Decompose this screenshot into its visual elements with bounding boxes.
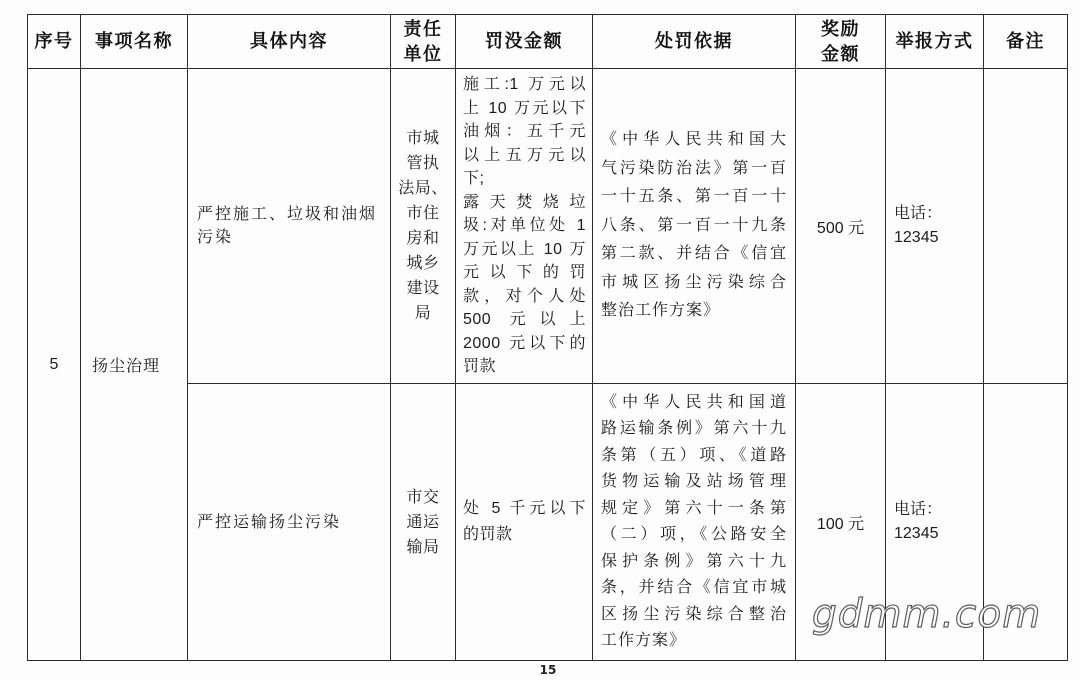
unit-cell [391, 384, 456, 661]
report-label: 电话： [894, 501, 943, 518]
penalty-line: 罚款 [463, 358, 497, 376]
basis-line: 货物运输及站场管理 [601, 473, 787, 490]
reward-cell [796, 69, 886, 384]
header-reward-line: 奖励 [821, 18, 860, 39]
basis-line: 规定》第六十一条第 [601, 499, 787, 517]
unit-line: 房和 [406, 230, 440, 247]
penalty-cell [456, 384, 593, 661]
basis-line: 路运输条例》第六十九 [601, 420, 787, 437]
penalty-line: 上 10 万元以下 [463, 99, 586, 117]
basis-line: 一十五条、第一百一十 [601, 188, 787, 206]
unit-line: 市城 [406, 130, 440, 147]
basis-line: 市城区扬尘污染综合 [601, 273, 787, 291]
penalty-line: 的罚款 [463, 526, 513, 543]
item-name-cell [81, 69, 188, 661]
penalty-line: 露天焚烧垃 [463, 193, 586, 211]
unit-line: 建设 [406, 280, 440, 297]
reward-amount: 500 元 [816, 219, 865, 237]
content-cell [188, 384, 391, 661]
content-line: 严控运输扬尘污染 [197, 513, 342, 531]
item-name: 扬尘治理 [92, 358, 161, 375]
header-content [188, 15, 391, 69]
unit-cell [391, 69, 456, 384]
header-remark-label: 备注 [1006, 31, 1045, 51]
seq-number: 5 [49, 355, 59, 373]
basis-line: 区扬尘污染综合整治 [601, 605, 787, 623]
watermark: gdmm.com [812, 592, 1042, 637]
penalty-line: 万元以上 10 万 [463, 240, 586, 258]
header-content-label: 具体内容 [250, 31, 328, 51]
penalty-line: 圾:对单位处 1 [463, 217, 586, 235]
basis-line: 条，并结合《信宜市城 [601, 579, 787, 596]
header-remark [984, 15, 1068, 69]
report-label: 电话： [894, 205, 943, 222]
basis-line: 工作方案》 [601, 632, 687, 649]
penalty-line: 下; [463, 170, 485, 188]
basis-line: 《中华人民共和国大 [601, 131, 787, 149]
basis-line: 整治工作方案》 [601, 302, 721, 320]
report-phone: 12345 [894, 525, 939, 542]
penalty-line: 油烟：五千元 [463, 123, 586, 141]
basis-line: （二）项，《公路安全 [601, 526, 787, 543]
unit-line: 市住 [406, 205, 440, 222]
table-row [28, 69, 1068, 384]
header-seq-label: 序号 [34, 31, 74, 51]
header-row [28, 15, 1068, 69]
legal-basis-cell [593, 384, 796, 661]
header-reward [796, 15, 886, 69]
penalty-line: 500 元以上 [463, 311, 586, 329]
unit-line: 市交 [406, 488, 440, 506]
penalty-line: 款，对个人处 [463, 287, 586, 305]
header-item [81, 15, 188, 69]
header-penalty [456, 15, 593, 69]
content-line: 严控施工、垃圾和油烟 [197, 206, 378, 223]
basis-line: 八条、第一百一十九条 [601, 216, 787, 234]
basis-line: 第二款、并结合《信宜 [601, 245, 787, 263]
basis-line: 保护条例》第六十九 [601, 552, 787, 570]
page-number: 15 [539, 663, 557, 677]
unit-line: 通运 [406, 513, 440, 531]
report-cell [886, 69, 984, 384]
content-line: 污染 [197, 229, 234, 246]
basis-line: 气污染防治法》第一百 [601, 159, 787, 177]
penalty-line: 施工:1 万元以 [463, 76, 586, 94]
unit-line: 管执 [406, 155, 440, 172]
header-basis [593, 15, 796, 69]
header-report [886, 15, 984, 69]
header-unit-line: 责任 [403, 18, 443, 39]
report-phone: 12345 [894, 229, 939, 246]
legal-basis-cell [593, 69, 796, 384]
penalty-cell [456, 69, 593, 384]
content-cell [188, 69, 391, 384]
remark-cell [984, 69, 1068, 384]
unit-line: 城乡 [406, 255, 440, 272]
header-unit [391, 15, 456, 69]
penalty-line: 2000 元以下的 [463, 334, 586, 352]
seq-cell [28, 69, 81, 661]
penalty-line: 元以下的罚 [463, 264, 586, 282]
penalty-reward-table [27, 14, 1068, 661]
basis-line: 《中华人民共和国道 [601, 393, 787, 411]
header-report-label: 举报方式 [895, 31, 974, 51]
header-penalty-label: 罚没金额 [485, 31, 563, 51]
penalty-line: 以上五万元以 [463, 146, 586, 164]
header-unit-line: 单位 [403, 43, 443, 64]
reward-amount: 100 元 [816, 515, 865, 533]
basis-line: 条第（五）项、《道路 [601, 446, 787, 464]
unit-line: 局 [414, 305, 432, 322]
penalty-line: 处 5 千元以下 [463, 500, 586, 517]
unit-line: 法局、 [398, 180, 448, 197]
header-basis-label: 处罚依据 [655, 31, 733, 51]
header-reward-line: 金额 [821, 43, 860, 64]
header-item-label: 事项名称 [95, 31, 173, 51]
unit-line: 输局 [406, 538, 440, 556]
header-seq [28, 15, 81, 69]
